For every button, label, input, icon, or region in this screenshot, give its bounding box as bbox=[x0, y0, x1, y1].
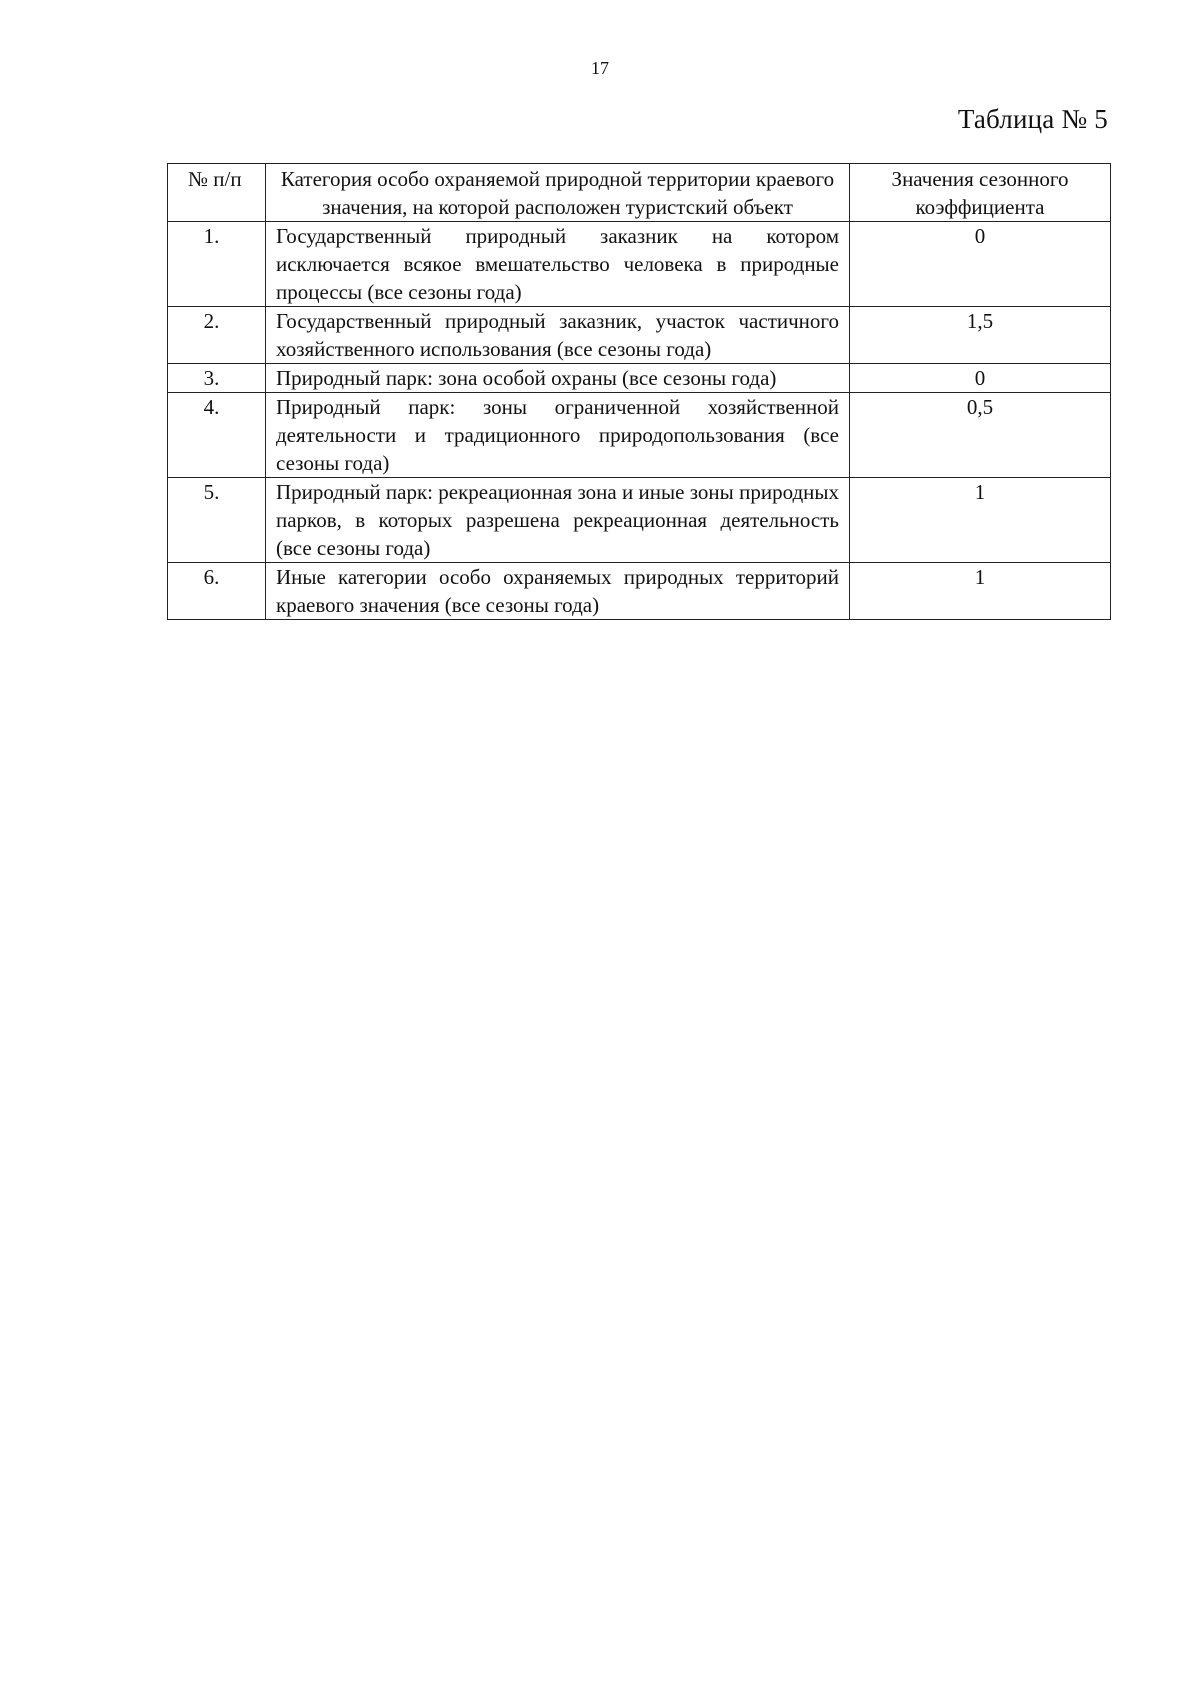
row-category: Природный парк: рекреационная зона и иные зоны природных парков, в которых разрешена рекреационная деятельность (все сезоны года) bbox=[266, 478, 850, 563]
row-category: Природный парк: зоны ограниченной хозяйственной деятельности и традиционного природопользования (все сезоны года) bbox=[266, 393, 850, 478]
row-category: Иные категории особо охраняемых природных территорий краевого значения (все сезоны года) bbox=[266, 563, 850, 620]
table-row bbox=[168, 478, 1111, 563]
header-number: № п/п bbox=[168, 164, 266, 222]
row-value: 0,5 bbox=[850, 393, 1111, 478]
row-value: 0 bbox=[850, 222, 1111, 307]
row-value: 1,5 bbox=[850, 307, 1111, 364]
header-value: Значения сезонного коэффициента bbox=[850, 164, 1111, 222]
table-row bbox=[168, 563, 1111, 620]
row-value: 1 bbox=[850, 478, 1111, 563]
table-header-row bbox=[168, 164, 1111, 222]
row-number: 1. bbox=[168, 222, 266, 307]
table-row bbox=[168, 393, 1111, 478]
row-category: Государственный природный заказник, участок частичного хозяйственного использования (все сезоны года) bbox=[266, 307, 850, 364]
row-number: 2. bbox=[168, 307, 266, 364]
row-value: 0 bbox=[850, 364, 1111, 393]
row-value: 1 bbox=[850, 563, 1111, 620]
table-row bbox=[168, 222, 1111, 307]
row-number: 5. bbox=[168, 478, 266, 563]
table-caption: Таблица № 5 bbox=[957, 104, 1108, 134]
row-number: 4. bbox=[168, 393, 266, 478]
row-category: Государственный природный заказник на котором исключается всякое вмешательство человека в природные процессы (все сезоны года) bbox=[266, 222, 850, 307]
row-number: 3. bbox=[168, 364, 266, 393]
table-row bbox=[168, 307, 1111, 364]
row-number: 6. bbox=[168, 563, 266, 620]
page-number: 17 bbox=[591, 58, 609, 78]
row-category: Природный парк: зона особой охраны (все сезоны года) bbox=[266, 364, 850, 393]
table-row bbox=[168, 364, 1111, 393]
seasonal-coefficient-table bbox=[167, 163, 1111, 620]
header-category: Категория особо охраняемой природной территории краевого значения, на которой расположен туристский объект bbox=[266, 164, 850, 222]
